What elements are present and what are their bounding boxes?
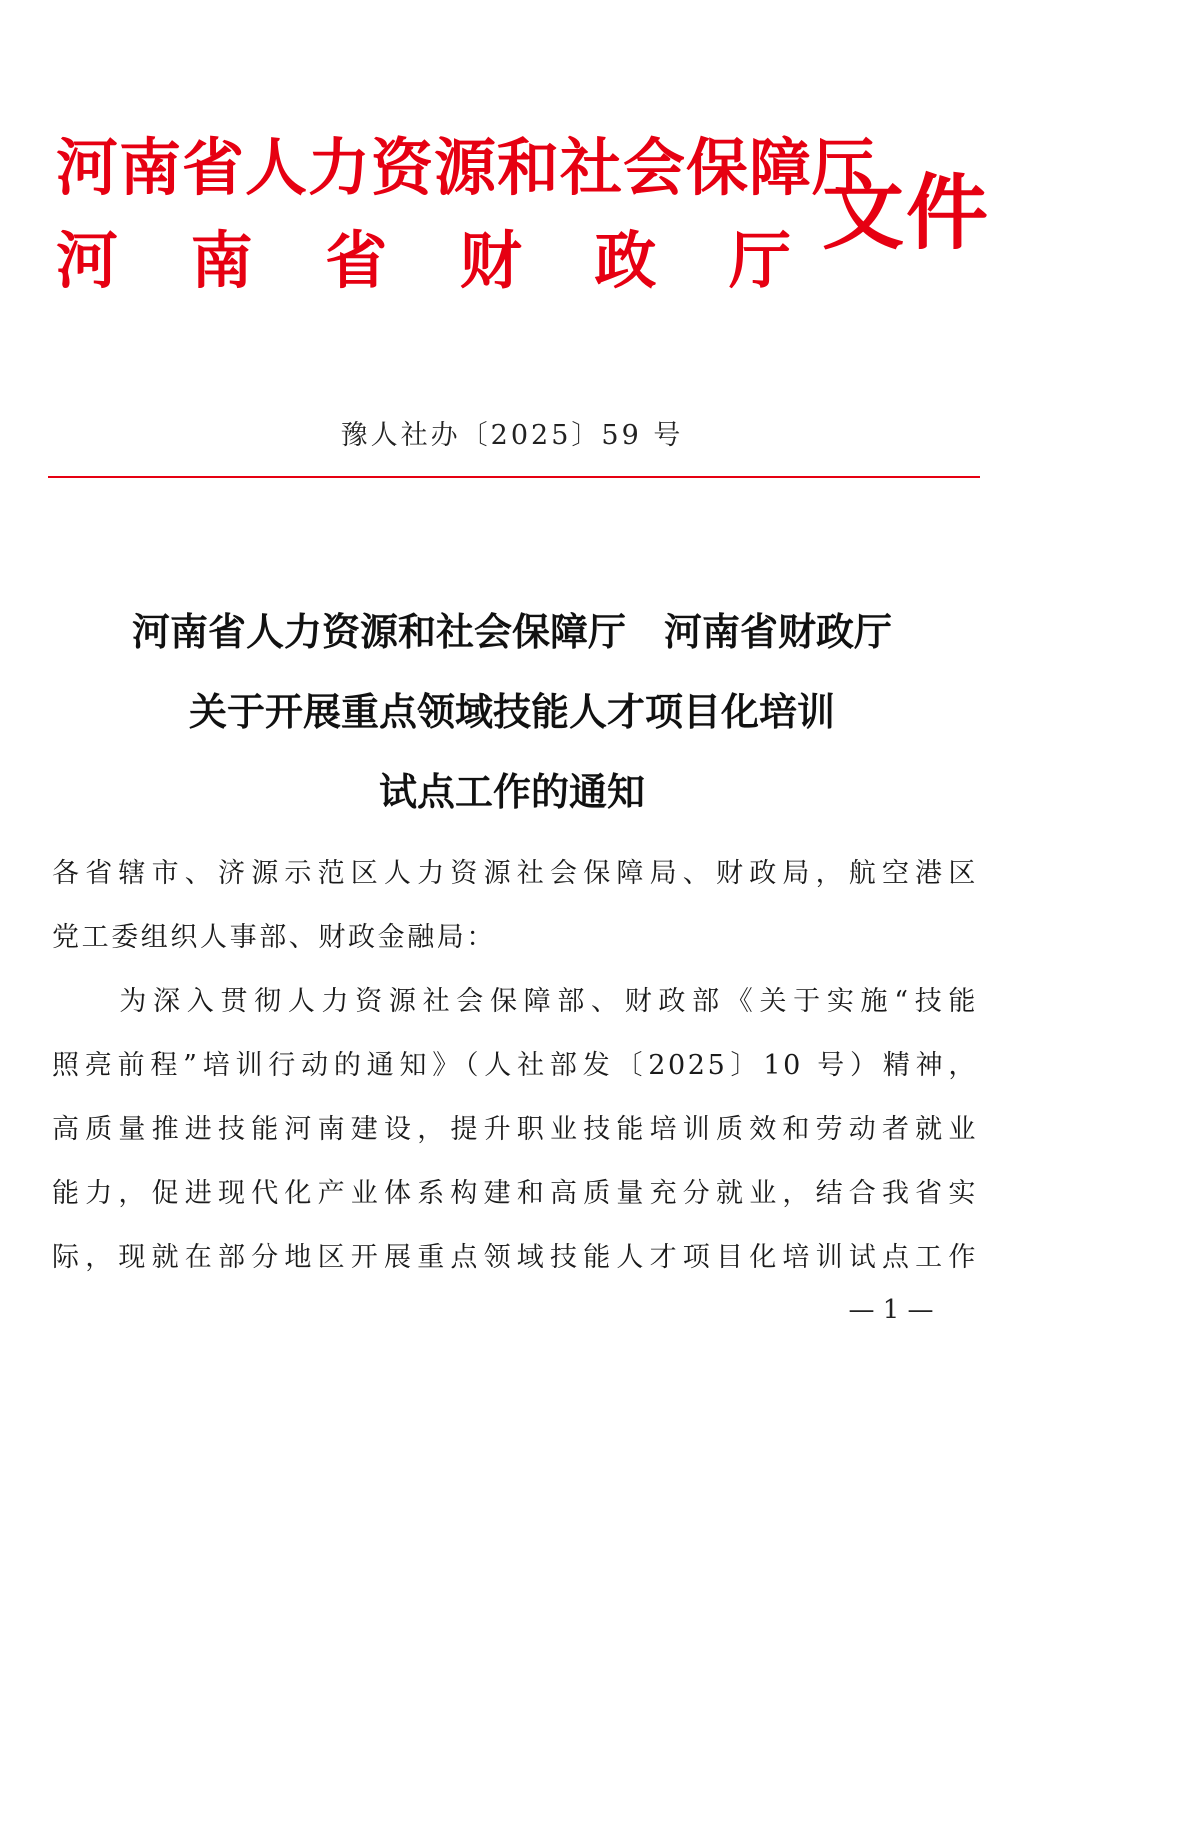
issuer-hrss-department: 河南省人力资源和社会保障厅 (56, 131, 876, 204)
red-masthead (56, 130, 991, 305)
paragraph-line: 际，现就在部分地区开展重点领域技能人才项目化培训试点工作 (52, 1242, 978, 1273)
issuer-char: 财 (459, 224, 522, 297)
paragraph-line: 能力，促进现代化产业体系构建和高质量充分就业，结合我省实 (52, 1178, 978, 1209)
issuer-finance-department (56, 223, 791, 299)
document-word: 文件 (822, 166, 991, 261)
issuer-char: 南 (190, 224, 253, 297)
paragraph-line: 高质量推进技能河南建设，提升职业技能培训质效和劳动者就业 (52, 1114, 978, 1145)
salutation (52, 842, 978, 970)
issuer-char: 省 (325, 224, 388, 297)
page-number: — 1 — (848, 1295, 934, 1325)
red-divider (48, 476, 980, 478)
title-line-2: 关于开展重点领域技能人才项目化培训 (188, 690, 835, 734)
issuer-char: 政 (594, 224, 657, 297)
document-number: 豫人社办〔2025〕59 号 (340, 420, 684, 451)
body-paragraph (52, 970, 978, 1290)
issuer-char: 河 (56, 224, 119, 297)
notice-title (0, 592, 1024, 832)
issuer-char: 厅 (728, 224, 791, 297)
salutation-line-2: 党工委组织人事部、财政金融局： (52, 922, 496, 953)
paragraph-line: 为深入贯彻人力资源社会保障部、财政部《关于实施“技能 (52, 986, 978, 1017)
title-line-3: 试点工作的通知 (378, 770, 645, 814)
salutation-line-1: 各省辖市、济源示范区人力资源社会保障局、财政局，航空港区 (52, 858, 978, 889)
paragraph-line: 照亮前程”培训行动的通知》（人社部发〔2025〕10 号）精神， (52, 1050, 978, 1081)
title-line-1: 河南省人力资源和社会保障厅 河南省财政厅 (131, 610, 892, 654)
